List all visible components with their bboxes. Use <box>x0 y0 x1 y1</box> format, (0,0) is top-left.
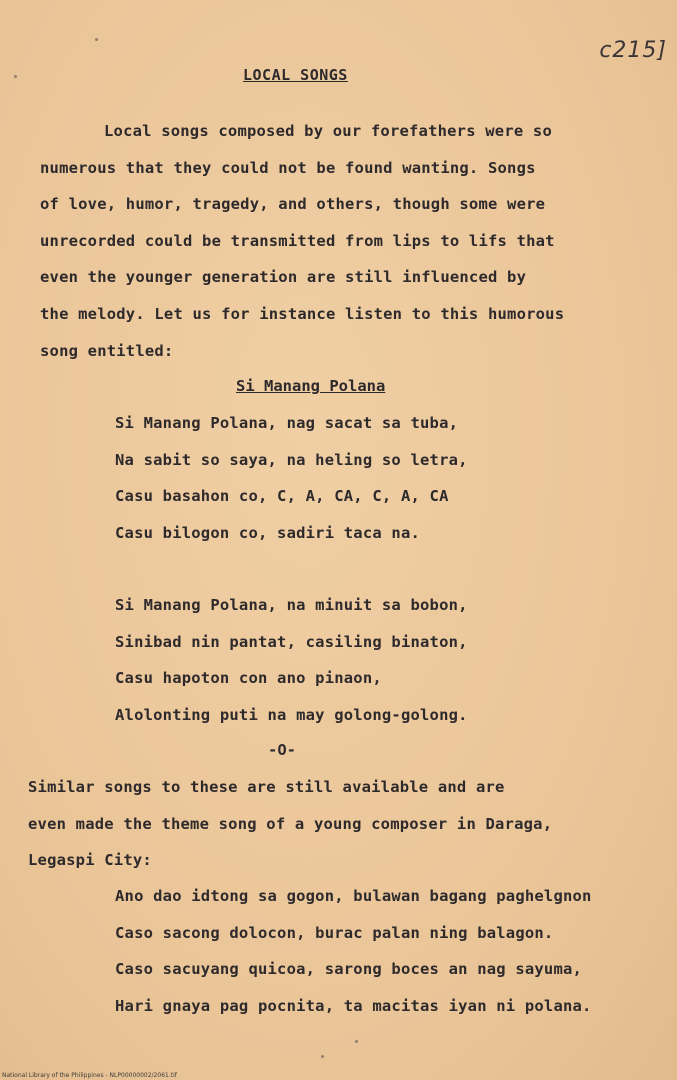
paper-speck <box>355 1040 358 1043</box>
intro-line: Local songs composed by our forefathers were so <box>104 122 552 140</box>
outro-line: Legaspi City: <box>28 851 152 869</box>
verse-line: Casu basahon co, C, A, CA, C, A, CA <box>115 487 449 505</box>
outro-line: Similar songs to these are still available and are <box>28 778 505 796</box>
verse-line: Ano dao idtong sa gogon, bulawan bagang paghelgnon <box>115 887 592 905</box>
section-separator: -O- <box>268 741 296 759</box>
verse-line: Hari gnaya pag pocnita, ta macitas iyan ni polana. <box>115 997 592 1015</box>
verse-line: Alolonting puti na may golong-golong. <box>115 706 468 724</box>
page-number: c215] <box>599 38 667 63</box>
song-title: Si Manang Polana <box>236 377 386 395</box>
intro-line: the melody. Let us for instance listen to this humorous <box>40 305 565 323</box>
verse-line: Caso sacuyang quicoa, sarong boces an nag sayuma, <box>115 960 583 978</box>
verse-line: Caso sacong dolocon, burac palan ning balagon. <box>115 924 554 942</box>
intro-line: even the younger generation are still influenced by <box>40 268 527 286</box>
page-title: LOCAL SONGS <box>243 66 348 84</box>
paper-speck <box>14 75 17 78</box>
intro-line: unrecorded could be transmitted from lips to lifs that <box>40 232 555 250</box>
paper-speck <box>95 38 98 41</box>
paper-speck <box>321 1055 324 1058</box>
intro-line: of love, humor, tragedy, and others, though some were <box>40 195 546 213</box>
intro-line: numerous that they could not be found wanting. Songs <box>40 159 536 177</box>
outro-line: even made the theme song of a young composer in Daraga, <box>28 815 553 833</box>
verse-line: Sinibad nin pantat, casiling binaton, <box>115 633 468 651</box>
verse-line: Na sabit so saya, na heling so letra, <box>115 451 468 469</box>
intro-line: song entitled: <box>40 342 174 360</box>
verse-line: Casu bilogon co, sadiri taca na. <box>115 524 421 542</box>
verse-line: Si Manang Polana, na minuit sa bobon, <box>115 596 468 614</box>
verse-line: Si Manang Polana, nag sacat sa tuba, <box>115 414 459 432</box>
verse-line: Casu hapoton con ano pinaon, <box>115 669 382 687</box>
archive-footer: National Library of the Philippines - NLP00000002/2061.tif <box>2 1072 177 1079</box>
